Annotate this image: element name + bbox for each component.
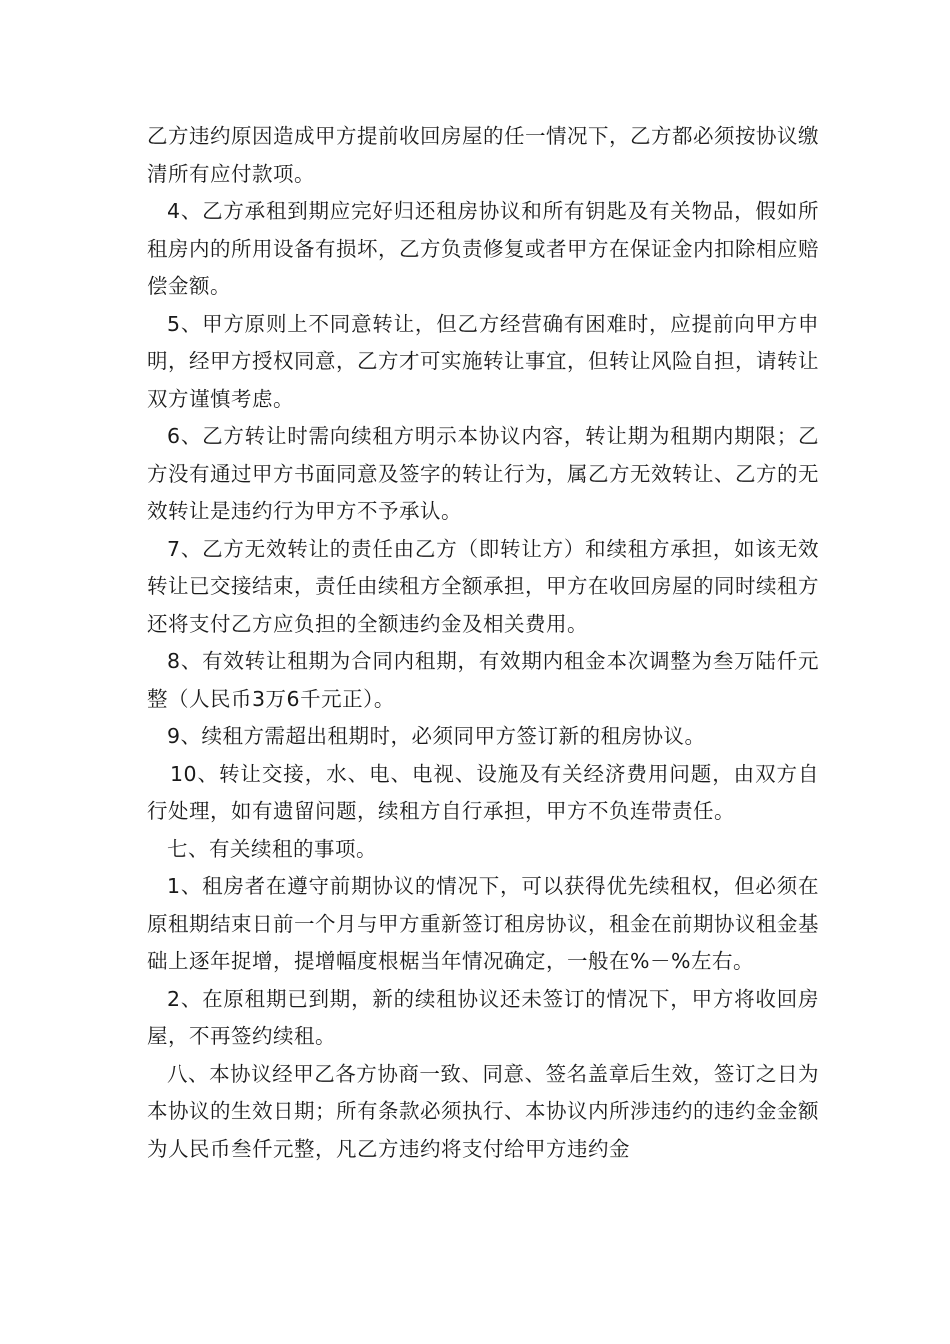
paragraph-clause-4: 4、乙方承租到期应完好归还租房协议和所有钥匙及有关物品，假如所租房内的所用设备有损坏，乙方负责修复或者甲方在保证金内扣除相应赔偿金额。	[147, 199, 819, 298]
section-heading-seven: 七、有关续租的事项。	[167, 836, 377, 861]
paragraph-renewal-1: 1、租房者在遵守前期协议的情况下，可以获得优先续租权，但必须在原租期结束日前一个月与甲方重新签订租房协议，租金在前期协议租金基础上逐年捉增，提增幅度根椐当年情况确定，一般在%－%左右。	[147, 874, 819, 973]
document-body	[147, 118, 819, 1168]
paragraph-renewal-2: 2、在原租期已到期，新的续租协议还未签订的情况下，甲方将收回房屋，不再签约续租。	[147, 986, 819, 1048]
paragraph-clause-10: 10、转让交接，水、电、电视、设施及有关经济费用问题，由双方自行处理，如有遗留问题，续租方自行承担，甲方不负连带责任。	[147, 761, 819, 823]
paragraph-continuation: 乙方违约原因造成甲方提前收回房屋的任一情况下，乙方都必须按协议缴清所有应付款项。	[147, 124, 819, 186]
paragraph-clause-8: 8、有效转让租期为合同内租期，有效期内租金本次调整为叁万陆仟元整（人民币3万6千元正）。	[147, 649, 819, 711]
paragraph-clause-5: 5、甲方原则上不同意转让，但乙方经营确有困难时，应提前向甲方申明，经甲方授权同意，乙方才可实施转让事宜，但转让风险自担，请转让双方谨慎考虑。	[147, 311, 819, 411]
section-eight: 八、本协议经甲乙各方协商一致、同意、签名盖章后生效，签订之日为本协议的生效日期；所有条款必须执行、本协议内所涉违约的违约金金额为人民币叁仟元整，凡乙方违约将支付给甲方违约金	[147, 1061, 819, 1161]
paragraph-clause-7: 7、乙方无效转让的责任由乙方（即转让方）和续租方承担，如该无效转让已交接结束，责任由续租方全额承担，甲方在收回房屋的同时续租方还将支付乙方应负担的全额违约金及相关费用。	[147, 536, 819, 636]
paragraph-clause-9: 9、续租方需超出租期时，必须同甲方签订新的租房协议。	[167, 724, 706, 748]
paragraph-clause-6: 6、乙方转让时需向续租方明示本协议内容，转让期为租期内期限；乙方没有通过甲方书面同意及签字的转让行为，属乙方无效转让、乙方的无效转让是违约行为甲方不予承认。	[147, 424, 819, 523]
